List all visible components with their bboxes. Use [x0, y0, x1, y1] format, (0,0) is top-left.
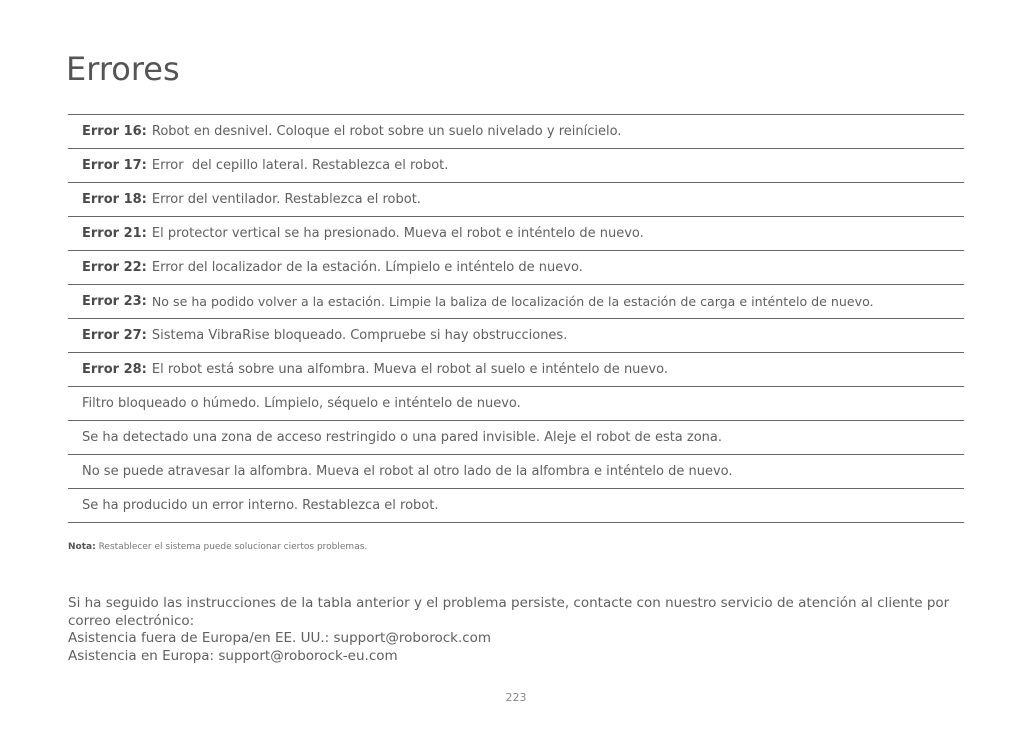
error-description: No se puede atravesar la alfombra. Mueva el robot al otro lado de la alfombra e inténtelo de nuevo. — [82, 464, 733, 479]
error-code: Error 22: — [82, 260, 147, 275]
contact-support-global: Asistencia fuera de Europa/en EE. UU.: support@roborock.com — [68, 630, 492, 646]
contact-intro: Si ha seguido las instrucciones de la tabla anterior y el problema persiste, contacte con nuestro servicio de atención al cliente por correo electrónico: — [68, 595, 950, 629]
table-row — [68, 115, 964, 149]
contact-support-europe: Asistencia en Europa: support@roborock-eu.com — [68, 647, 398, 664]
error-description: No se ha podido volver a la estación. Limpie la baliza de localización de la estación de carga e inténtelo de nuevo. — [151, 294, 874, 309]
table-row — [68, 319, 964, 353]
table-row — [68, 285, 964, 319]
table-row — [68, 183, 964, 217]
error-code: Error 21: — [82, 226, 147, 241]
table-row — [68, 421, 964, 455]
table-row — [68, 251, 964, 285]
error-description: Sistema VibraRise bloqueado. Compruebe si hay obstrucciones. — [151, 328, 568, 343]
error-code: Error 18: — [82, 192, 147, 207]
table-row — [68, 387, 964, 421]
error-description: Filtro bloqueado o húmedo. Límpielo, séquelo e inténtelo de nuevo. — [82, 396, 521, 411]
table-row — [68, 455, 964, 489]
page-title: Errores — [66, 50, 180, 88]
error-description: Error del ventilador. Restablezca el robot. — [151, 192, 421, 207]
note — [68, 542, 367, 552]
note-label: Nota: — [68, 542, 96, 552]
table-row — [68, 489, 964, 523]
errors-table — [68, 114, 964, 523]
error-code: Error 23: — [82, 294, 147, 309]
error-description: El protector vertical se ha presionado. Mueva el robot e inténtelo de nuevo. — [151, 226, 644, 241]
error-code: Error 27: — [82, 328, 147, 343]
table-row — [68, 353, 964, 387]
error-code: Error 17: — [82, 158, 147, 173]
error-code: Error 28: — [82, 362, 147, 377]
contact-info — [68, 595, 968, 665]
note-text: Restablecer el sistema puede solucionar ciertos problemas. — [98, 542, 368, 552]
error-description: Error del localizador de la estación. Límpielo e inténtelo de nuevo. — [151, 260, 583, 275]
error-description: Robot en desnivel. Coloque el robot sobre un suelo nivelado y reinícielo. — [151, 124, 622, 139]
error-description: Se ha producido un error interno. Restablezca el robot. — [82, 498, 439, 513]
page-number: 223 — [505, 691, 527, 704]
table-row — [68, 149, 964, 183]
error-code: Error 16: — [82, 124, 147, 139]
error-description: El robot está sobre una alfombra. Mueva el robot al suelo e inténtelo de nuevo. — [151, 362, 668, 377]
error-description: Se ha detectado una zona de acceso restringido o una pared invisible. Aleje el robot de esta zona. — [82, 430, 723, 445]
table-row — [68, 217, 964, 251]
error-description: Error del cepillo lateral. Restablezca el robot. — [151, 158, 449, 173]
